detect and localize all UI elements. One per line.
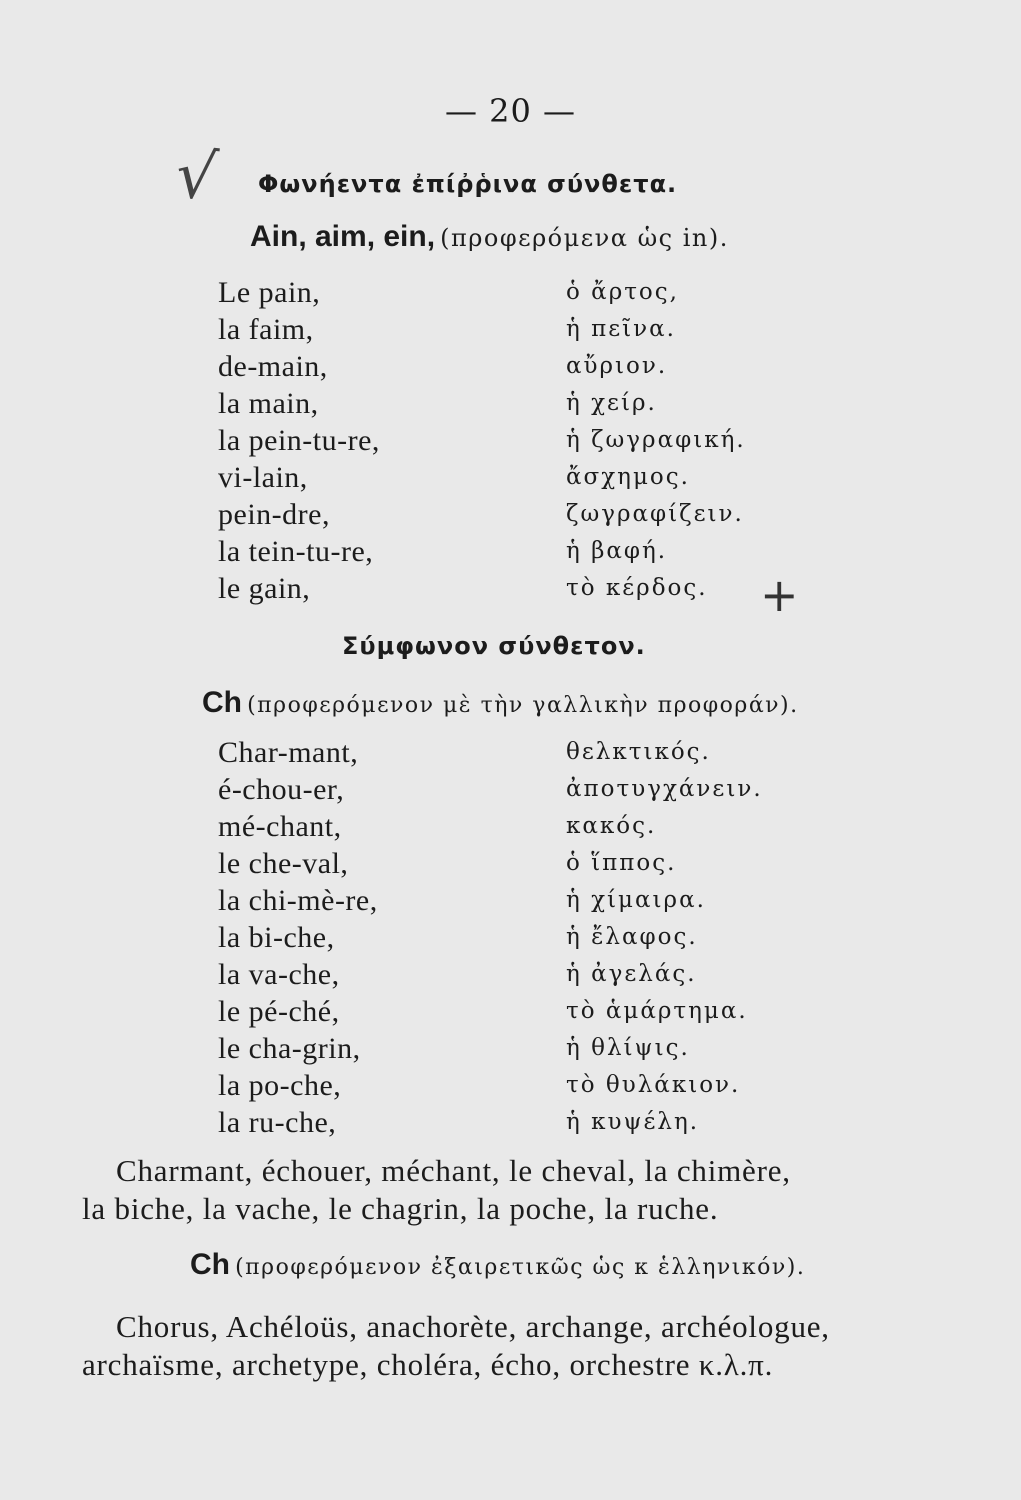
section3-rule-note: (προφερόμενον ἐξαιρετικῶς ὡς κ ἑλληνικόν). xyxy=(235,1255,806,1280)
greek-translation: ἡ ἔλαφος. xyxy=(566,924,698,950)
french-word: Char-mant, xyxy=(218,736,359,769)
vocab-row xyxy=(0,1067,1021,1104)
cross-mark-icon: + xyxy=(760,568,799,622)
greek-translation: ἡ πεῖνα. xyxy=(566,316,676,342)
section3-paragraph-line: archaïsme, archetype, choléra, écho, orchestre κ.λ.π. xyxy=(82,1347,774,1382)
check-mark-icon: √ xyxy=(172,138,221,216)
section2-paragraph-line: la biche, la vache, le chagrin, la poche, la ruche. xyxy=(82,1191,719,1226)
french-word: la main, xyxy=(218,387,319,420)
vocab-row xyxy=(0,1030,1021,1067)
greek-translation: ὁ ἵππος. xyxy=(566,850,677,876)
vocab-row xyxy=(0,533,1021,570)
section2-paragraph xyxy=(82,1152,987,1228)
vocab-row xyxy=(0,771,1021,808)
section1-rule xyxy=(250,220,729,254)
greek-translation: ἡ χείρ. xyxy=(566,390,657,416)
section1-rule-note: (προφερόμενα ὡς in). xyxy=(440,224,729,252)
vocab-row xyxy=(0,919,1021,956)
vocab-row xyxy=(0,882,1021,919)
greek-translation: ἡ ἀγελάς. xyxy=(566,961,697,987)
french-word: vi-lain, xyxy=(218,461,308,494)
vocab-row xyxy=(0,993,1021,1030)
section2-rule xyxy=(202,686,799,720)
greek-translation: ἡ ζωγραφική. xyxy=(566,427,746,453)
greek-translation: θελκτικός. xyxy=(566,739,711,765)
vocab-row xyxy=(0,422,1021,459)
page-number: — 20 — xyxy=(444,92,577,130)
french-word: la faim, xyxy=(218,313,314,346)
greek-translation: ἡ χίμαιρα. xyxy=(566,887,706,913)
french-word: la ru-che, xyxy=(218,1106,337,1139)
greek-translation: αὔριον. xyxy=(566,353,668,379)
greek-translation: ζωγραφίζειν. xyxy=(566,501,744,527)
section2-vocab-list xyxy=(0,734,1021,1141)
vocab-row xyxy=(0,274,1021,311)
greek-translation: τὸ θυλάκιον. xyxy=(566,1072,741,1098)
french-word: la tein-tu-re, xyxy=(218,535,374,568)
section2-paragraph-line: Charmant, échouer, méchant, le cheval, la chimère, xyxy=(116,1153,791,1188)
french-word: Le pain, xyxy=(218,276,321,309)
section2-rule-note: (προφερόμενον μὲ τὴν γαλλικὴν προφοράν). xyxy=(247,693,799,718)
french-word: la po-che, xyxy=(218,1069,342,1102)
french-word: la chi-mè-re, xyxy=(218,884,378,917)
vocab-row xyxy=(0,845,1021,882)
section3-rule xyxy=(190,1248,805,1282)
section2-rule-bold: Ch xyxy=(202,686,242,719)
vocab-row xyxy=(0,1104,1021,1141)
section1-vocab-list xyxy=(0,274,1021,607)
section3-paragraph-line: Chorus, Achéloüs, anachorète, archange, archéologue, xyxy=(116,1309,830,1344)
french-word: de-main, xyxy=(218,350,328,383)
vocab-row xyxy=(0,385,1021,422)
greek-translation: ἡ κυψέλη. xyxy=(566,1109,700,1135)
section2-heading: Σύμφωνον σύνθετον. xyxy=(342,632,646,660)
greek-translation: κακός. xyxy=(566,813,657,839)
french-word: le gain, xyxy=(218,572,311,605)
vocab-row xyxy=(0,734,1021,771)
greek-translation: ἡ θλίψις. xyxy=(566,1035,690,1061)
french-word: le che-val, xyxy=(218,847,349,880)
vocab-row xyxy=(0,956,1021,993)
greek-translation: ἡ βαφή. xyxy=(566,538,668,564)
vocab-row xyxy=(0,570,1021,607)
section3-paragraph xyxy=(82,1308,987,1384)
french-word: la pein-tu-re, xyxy=(218,424,380,457)
vocab-row xyxy=(0,808,1021,845)
vocab-row xyxy=(0,496,1021,533)
greek-translation: τὸ ἁμάρτημα. xyxy=(566,998,748,1024)
french-word: é-chou-er, xyxy=(218,773,345,806)
greek-translation: ὁ ἄρτος, xyxy=(566,279,679,305)
greek-translation: τὸ κέρδος. xyxy=(566,575,708,601)
french-word: le pé-ché, xyxy=(218,995,340,1028)
french-word: le cha-grin, xyxy=(218,1032,361,1065)
section1-rule-bold: Ain, aim, ein, xyxy=(250,220,436,253)
french-word: la va-che, xyxy=(218,958,340,991)
section3-rule-bold: Ch xyxy=(190,1248,230,1281)
greek-translation: ἄσχημος. xyxy=(566,464,690,490)
vocab-row xyxy=(0,459,1021,496)
french-word: pein-dre, xyxy=(218,498,330,531)
french-word: mé-chant, xyxy=(218,810,342,843)
greek-translation: ἀποτυγχάνειν. xyxy=(566,776,763,802)
vocab-row xyxy=(0,348,1021,385)
french-word: la bi-che, xyxy=(218,921,335,954)
vocab-row xyxy=(0,311,1021,348)
section1-heading: Φωνήεντα ἐπίῤῥινα σύνθετα. xyxy=(258,170,678,198)
